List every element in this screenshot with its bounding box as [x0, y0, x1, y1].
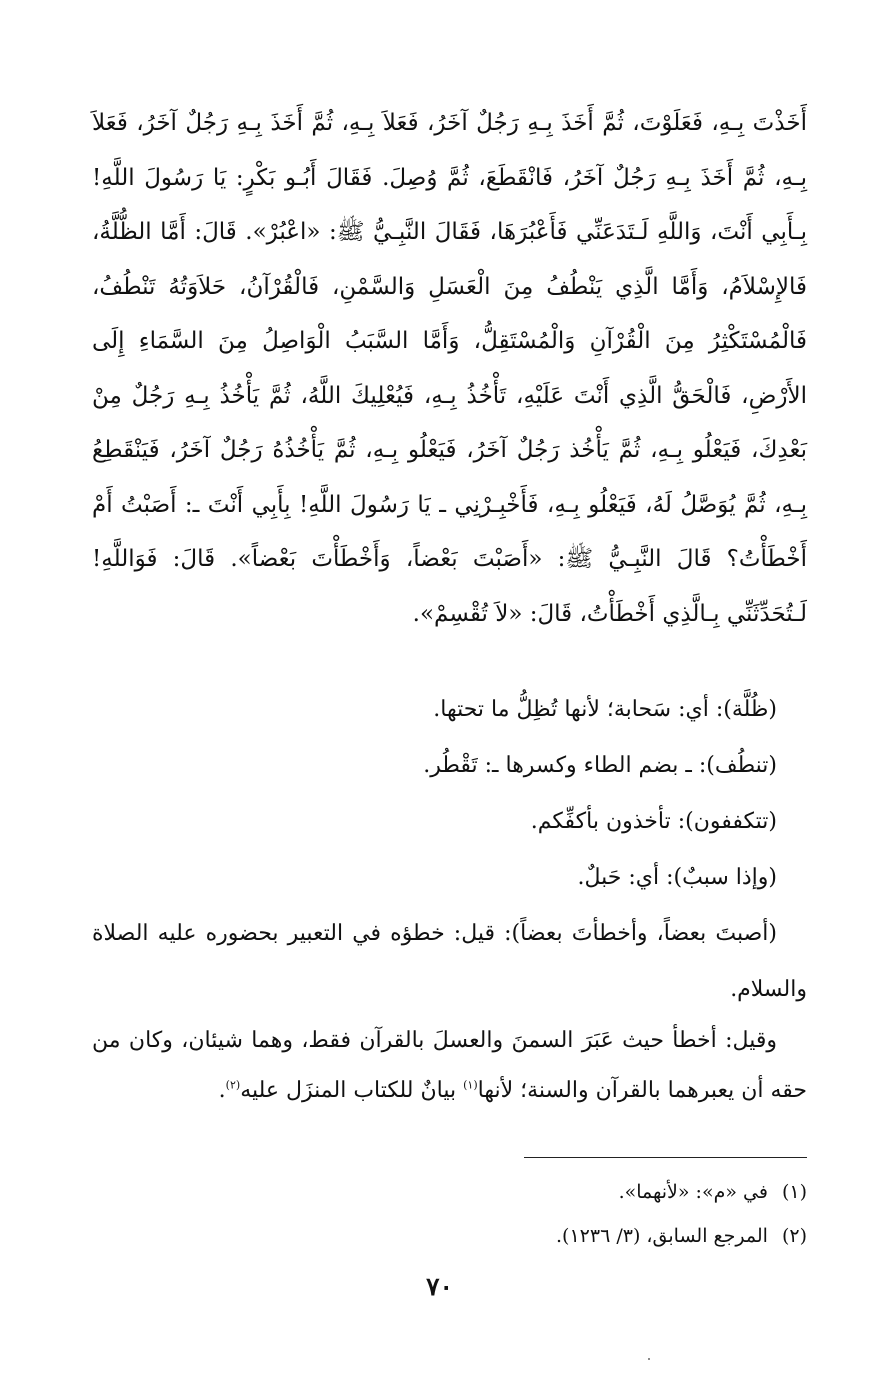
explanation-paragraph	[92, 1016, 807, 1116]
gloss-sabab: (وإذا سببٌ): أي: حَبلٌ.	[577, 865, 777, 890]
explanation-text-3: .	[218, 1078, 226, 1103]
page-number: ٧٠	[426, 1272, 453, 1301]
gloss-asabta: (أصبتَ بعضاً، وأخطأتَ بعضاً): قيل: خطؤه في التعبير بحضوره عليه الصلاة والسلام.	[92, 921, 807, 1002]
footnote-divider	[524, 1157, 807, 1158]
glossary-notes	[92, 682, 807, 1018]
explanation-text-1: وقيل: أخطأ حيث عَبَرَ السمنَ والعسلَ بالقرآن فقط، وهما شيئان، وكان من حقه أن يعبرهما بالقرآن والسنة؛ لأنها	[92, 1028, 807, 1103]
footnote-1-text: في «م»: «لأنهما».	[618, 1181, 768, 1203]
footnote-1-number: (١)	[781, 1181, 807, 1203]
footnote-1	[92, 1170, 807, 1214]
explanation-text-2: بيانٌ للكتاب المنزَل عليه	[240, 1078, 464, 1103]
footnote-2	[92, 1214, 807, 1258]
gloss-zulla: (ظُلَّة): أي: سَحابة؛ لأنها تُظِلُّ ما تحتها.	[433, 697, 777, 722]
footnote-ref-1[interactable]: (١)	[463, 1078, 478, 1092]
gloss-tatakaffafun: (تتكففون): تأخذون بأكفِّكم.	[530, 809, 777, 834]
footnote-2-number: (٢)	[781, 1225, 807, 1247]
footnotes	[92, 1170, 807, 1258]
footnote-2-text: المرجع السابق، (٣/ ١٢٣٦).	[556, 1225, 768, 1247]
scan-speck	[648, 1358, 650, 1360]
footnote-ref-2[interactable]: (٢)	[225, 1078, 241, 1092]
hadith-main-text: أَخَذْتَ بِـهِ، فَعَلَوْتَ، ثُمَّ أَخَذَ بِـهِ رَجُلٌ آخَرُ، فَعَلاَ بِـهِ، ثُمَّ أَخَذَ بِـهِ رَجُلٌ آخَرُ، فَعَلاَ بِـهِ، ثُمَّ أَخَذَ بِـهِ رَجُلٌ آخَرُ، فَانْقَطَعَ، ثُمَّ وُصِلَ. فَقَالَ أَبُـو بَكْرٍ: يَا رَسُولَ اللَّهِ! بِـأَبِي أَنْتَ، وَاللَّهِ لَـتَدَعَنِّي فَأَعْبُرَهَا، فَقَالَ النَّبِـيُّ ﷺ: «اعْبُرْ». قَالَ: أَمَّا الظُّلَّةُ، فَالإِسْلاَمُ، وَأَمَّا الَّذِي يَنْطُفُ مِنَ الْعَسَلِ وَالسَّمْنِ، فَالْقُرْآنُ، حَلاَوَتُهُ تَنْطُفُ، فَالْمُسْتَكْثِرُ مِنَ الْقُرْآنِ وَالْمُسْتَقِلُّ، وَأَمَّا السَّبَبُ الْوَاصِلُ مِنَ السَّمَاءِ إِلَى الأَرْضِ، فَالْحَقُّ الَّذِي أَنْتَ عَلَيْهِ، تَأْخُذُ بِـهِ، فَيُعْلِيكَ اللَّهُ، ثُمَّ يَأْخُذُ بِـهِ رَجُلٌ مِنْ بَعْدِكَ، فَيَعْلُو بِـهِ، ثُمَّ يَأْخُذ رَجُلٌ آخَرُ، فَيَعْلُو بِـهِ، ثُمَّ يَأْخُذُهُ رَجُلٌ آخَرُ، فَيَنْقَطِعُ بِـهِ، ثُمَّ يُوَصَّلُ لَهُ، فَيَعْلُو بِـهِ، فَأَخْبِـرْنِي ـ يَا رَسُولَ اللَّهِ! بِأَبِي أَنْتَ ـ: أَصَبْتُ أَمْ أَخْطَأْتُ؟ قَالَ النَّبِـيُّ ﷺ: «أَصَبْتَ بَعْضاً، وَأَخْطَأْتَ بَعْضاً». قَالَ: فَوَاللَّهِ! لَـتُحَدِّثَنِّي بِـالَّذِي أَخْطَأْتُ، قَالَ: «لاَ تُقْسِمْ».	[92, 110, 807, 627]
gloss-tantuf: (تنطُف): ـ بضم الطاء وكسرها ـ: تَقْطُر.	[423, 753, 777, 778]
